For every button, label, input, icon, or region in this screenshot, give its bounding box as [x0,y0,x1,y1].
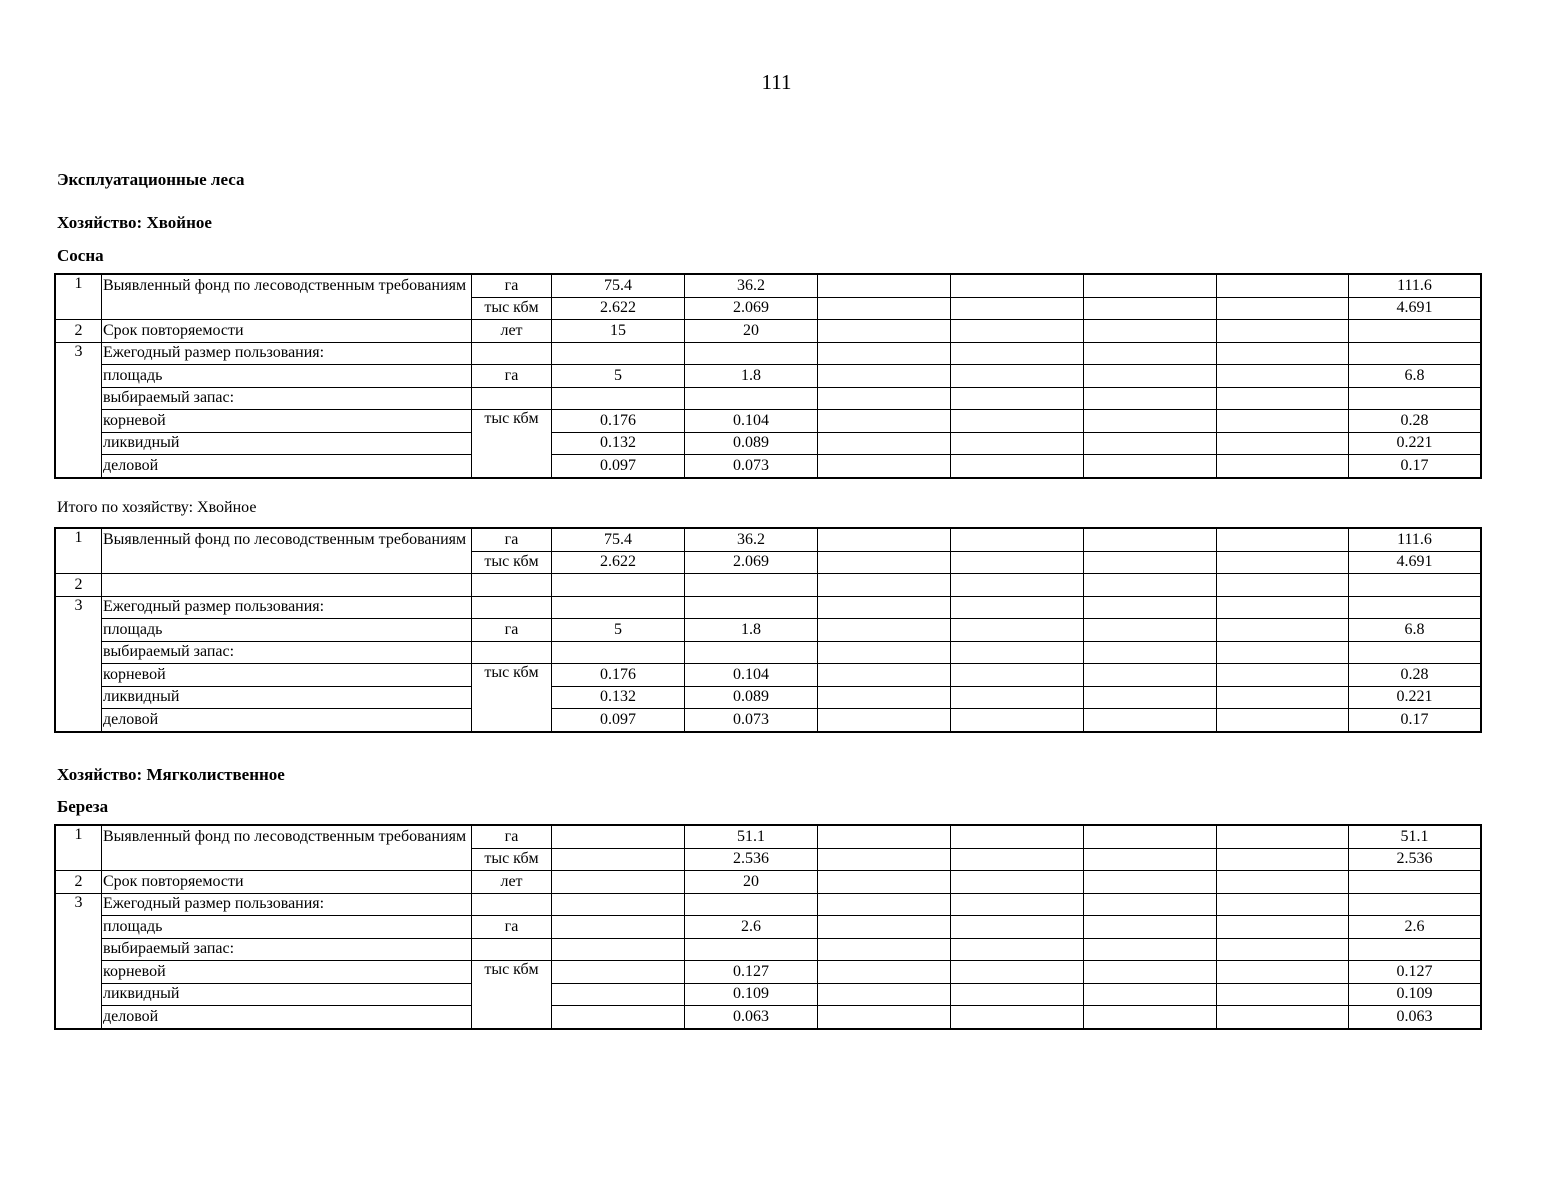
unit-cell [472,574,552,597]
value-cell [818,961,951,984]
value-cell: 0.104 [685,410,818,433]
value-cell [818,893,951,916]
value-cell [818,938,951,961]
value-cell [552,596,685,619]
unit-cell [472,641,552,664]
value-cell [1349,596,1481,619]
value-cell: 6.8 [1349,619,1481,642]
value-cell [1349,871,1481,894]
value-cell [1217,709,1349,732]
unit-cell: га [472,529,552,552]
value-cell [1084,848,1217,871]
value-cell [951,529,1084,552]
value-cell [1217,275,1349,298]
value-cell: 36.2 [685,275,818,298]
value-cell [951,664,1084,687]
value-cell [951,916,1084,939]
annual-label: Ежегодный размер пользования: [102,342,472,365]
value-cell [1084,983,1217,1006]
value-cell: 4.691 [1349,551,1481,574]
value-cell: 5 [552,619,685,642]
value-cell: 2.6 [685,916,818,939]
value-cell [685,574,818,597]
value-cell [1217,893,1349,916]
value-cell [951,893,1084,916]
value-cell [818,529,951,552]
value-cell [552,342,685,365]
value-cell: 2.622 [552,297,685,320]
value-cell [685,596,818,619]
value-cell [1217,455,1349,478]
value-cell [1217,916,1349,939]
value-cell [951,709,1084,732]
value-cell: 0.104 [685,664,818,687]
value-cell [818,275,951,298]
table-row [56,574,1481,597]
value-cell [1084,893,1217,916]
value-cell [1217,686,1349,709]
table-row [56,893,1481,916]
area-label: площадь [102,916,472,939]
value-cell: 0.28 [1349,410,1481,433]
value-cell: 0.176 [552,664,685,687]
total-conifer-label: Итого по хозяйству: Хвойное [57,499,257,516]
root-label: корневой [102,664,472,687]
row-number: 3 [56,596,102,731]
forest-type-heading: Эксплуатационные леса [57,170,245,189]
value-cell [818,686,951,709]
value-cell: 0.109 [685,983,818,1006]
value-cell [1084,320,1217,343]
value-cell: 111.6 [1349,275,1481,298]
value-cell [818,410,951,433]
value-cell [1084,297,1217,320]
value-cell [1217,848,1349,871]
unit-cell [472,938,552,961]
value-cell [552,983,685,1006]
value-cell: 51.1 [685,826,818,849]
unit-cell: тыс кбм [472,848,552,871]
value-cell [818,387,951,410]
value-cell [818,641,951,664]
value-cell [818,455,951,478]
value-cell: 75.4 [552,275,685,298]
root-label: корневой [102,410,472,433]
value-cell [951,455,1084,478]
value-cell [818,664,951,687]
value-cell: 0.132 [552,686,685,709]
value-cell [1084,664,1217,687]
value-cell [1084,826,1217,849]
unit-cell: лет [472,871,552,894]
value-cell [951,365,1084,388]
value-cell [1084,410,1217,433]
value-cell [1217,596,1349,619]
value-cell [552,961,685,984]
value-cell: 20 [685,871,818,894]
stock-label: выбираемый запас: [102,641,472,664]
value-cell [951,938,1084,961]
value-cell [951,432,1084,455]
value-cell [818,365,951,388]
value-cell [685,938,818,961]
value-cell [951,410,1084,433]
fund-label: Выявленный фонд по лесоводственным требованиям [102,826,472,871]
unit-cell: тыс кбм [472,410,552,478]
value-cell [1217,664,1349,687]
value-cell [818,1006,951,1029]
value-cell [1084,455,1217,478]
value-cell [1217,961,1349,984]
row-number: 2 [56,871,102,894]
value-cell: 0.109 [1349,983,1481,1006]
value-cell [818,983,951,1006]
value-cell: 75.4 [552,529,685,552]
value-cell [1349,893,1481,916]
value-cell [818,871,951,894]
empty-label [102,574,472,597]
value-cell [951,551,1084,574]
value-cell: 6.8 [1349,365,1481,388]
value-cell [552,938,685,961]
annual-label: Ежегодный размер пользования: [102,893,472,916]
value-cell [951,596,1084,619]
value-cell [1217,938,1349,961]
table-row [56,826,1481,849]
value-cell: 2.6 [1349,916,1481,939]
value-cell: 36.2 [685,529,818,552]
value-cell [818,596,951,619]
table-row [56,686,1481,709]
value-cell: 0.221 [1349,432,1481,455]
unit-cell: тыс кбм [472,961,552,1029]
value-cell [1217,1006,1349,1029]
birch-table [55,825,1481,1029]
table-row [56,916,1481,939]
value-cell [951,320,1084,343]
row-number: 2 [56,320,102,343]
value-cell [951,848,1084,871]
value-cell: 5 [552,365,685,388]
value-cell [1217,871,1349,894]
unit-cell [472,893,552,916]
species-birch-heading: Береза [57,797,109,816]
annual-label: Ежегодный размер пользования: [102,596,472,619]
value-cell [552,916,685,939]
value-cell [1217,551,1349,574]
value-cell [1349,574,1481,597]
value-cell [1084,551,1217,574]
value-cell: 0.132 [552,432,685,455]
table-row [56,455,1481,478]
value-cell [818,848,951,871]
row-number: 1 [56,529,102,574]
table-row [56,387,1481,410]
value-cell: 0.127 [1349,961,1481,984]
value-cell: 0.063 [1349,1006,1481,1029]
value-cell [552,1006,685,1029]
fund-label: Выявленный фонд по лесоводственным требованиям [102,275,472,320]
value-cell [685,342,818,365]
value-cell [1084,871,1217,894]
value-cell: 1.8 [685,365,818,388]
value-cell [951,574,1084,597]
row-number: 1 [56,826,102,871]
value-cell: 2.536 [685,848,818,871]
value-cell [818,709,951,732]
value-cell [951,1006,1084,1029]
value-cell [1084,342,1217,365]
unit-cell: тыс кбм [472,551,552,574]
value-cell [1217,432,1349,455]
value-cell: 2.069 [685,297,818,320]
pine-table [55,274,1481,478]
value-cell [951,961,1084,984]
value-cell [1217,983,1349,1006]
value-cell: 0.176 [552,410,685,433]
table-row [56,320,1481,343]
unit-cell: лет [472,320,552,343]
value-cell [1084,709,1217,732]
root-label: корневой [102,961,472,984]
farm-softwood-heading: Хозяйство: Мягколиственное [57,765,285,784]
value-cell [818,320,951,343]
value-cell: 2.069 [685,551,818,574]
value-cell [1084,574,1217,597]
unit-cell: га [472,619,552,642]
value-cell [1084,529,1217,552]
table-row [56,529,1481,552]
value-cell [1084,686,1217,709]
value-cell [1217,297,1349,320]
value-cell: 0.073 [685,455,818,478]
value-cell [1084,641,1217,664]
area-label: площадь [102,619,472,642]
business-label: деловой [102,455,472,478]
value-cell: 0.17 [1349,455,1481,478]
stock-label: выбираемый запас: [102,387,472,410]
liquid-label: ликвидный [102,432,472,455]
value-cell [951,983,1084,1006]
table-row [56,596,1481,619]
row-number: 1 [56,275,102,320]
unit-cell: га [472,365,552,388]
table-row [56,983,1481,1006]
value-cell [552,848,685,871]
business-label: деловой [102,709,472,732]
value-cell [1084,365,1217,388]
value-cell [552,826,685,849]
value-cell [1084,275,1217,298]
value-cell [1084,961,1217,984]
value-cell [1349,387,1481,410]
value-cell: 4.691 [1349,297,1481,320]
row-number: 3 [56,342,102,477]
value-cell [1084,938,1217,961]
value-cell: 0.127 [685,961,818,984]
fund-label: Выявленный фонд по лесоводственным требованиям [102,529,472,574]
value-cell [1217,826,1349,849]
table-row [56,938,1481,961]
value-cell: 0.097 [552,455,685,478]
value-cell: 2.622 [552,551,685,574]
value-cell: 0.221 [1349,686,1481,709]
row-number: 3 [56,893,102,1028]
conifer-total-table [55,528,1481,732]
table-row [56,709,1481,732]
value-cell: 0.097 [552,709,685,732]
table-row [56,1006,1481,1029]
value-cell [1217,574,1349,597]
table-row [56,961,1481,984]
value-cell: 0.073 [685,709,818,732]
value-cell [818,916,951,939]
value-cell [951,641,1084,664]
value-cell [1349,342,1481,365]
farm-conifer-heading: Хозяйство: Хвойное [57,213,212,232]
unit-cell: тыс кбм [472,664,552,732]
unit-cell [472,596,552,619]
value-cell [1217,641,1349,664]
value-cell [818,342,951,365]
liquid-label: ликвидный [102,983,472,1006]
value-cell [1084,387,1217,410]
value-cell: 15 [552,320,685,343]
row-number: 2 [56,574,102,597]
value-cell [1084,596,1217,619]
area-label: площадь [102,365,472,388]
business-label: деловой [102,1006,472,1029]
table-row [56,432,1481,455]
value-cell: 0.28 [1349,664,1481,687]
value-cell [951,275,1084,298]
value-cell [552,574,685,597]
unit-cell: га [472,275,552,298]
value-cell [1217,342,1349,365]
table-row [56,641,1481,664]
value-cell [1217,387,1349,410]
value-cell [552,893,685,916]
value-cell [951,619,1084,642]
unit-cell: га [472,916,552,939]
unit-cell [472,342,552,365]
value-cell [1349,938,1481,961]
table-row [56,619,1481,642]
table-row [56,664,1481,687]
value-cell [1349,320,1481,343]
value-cell: 2.536 [1349,848,1481,871]
value-cell [818,574,951,597]
species-pine-heading: Сосна [57,246,104,265]
period-label: Срок повторяемости [102,320,472,343]
value-cell: 1.8 [685,619,818,642]
value-cell: 0.089 [685,686,818,709]
table-row [56,365,1481,388]
value-cell [1217,410,1349,433]
value-cell [1084,1006,1217,1029]
table-row [56,342,1481,365]
unit-cell [472,387,552,410]
value-cell [951,342,1084,365]
value-cell [1084,916,1217,939]
value-cell [951,297,1084,320]
value-cell: 0.063 [685,1006,818,1029]
value-cell [951,871,1084,894]
value-cell: 20 [685,320,818,343]
value-cell [1084,619,1217,642]
table-row [56,871,1481,894]
value-cell [818,297,951,320]
value-cell [1217,320,1349,343]
value-cell [1217,529,1349,552]
value-cell [818,432,951,455]
value-cell [552,387,685,410]
value-cell [951,387,1084,410]
unit-cell: тыс кбм [472,297,552,320]
value-cell [685,893,818,916]
value-cell [1217,619,1349,642]
value-cell [818,551,951,574]
table-row [56,275,1481,298]
value-cell [552,871,685,894]
liquid-label: ликвидный [102,686,472,709]
unit-cell: га [472,826,552,849]
page-number: 111 [761,70,792,94]
value-cell [818,826,951,849]
value-cell [951,826,1084,849]
value-cell: 0.17 [1349,709,1481,732]
value-cell [685,641,818,664]
value-cell [951,686,1084,709]
value-cell: 51.1 [1349,826,1481,849]
value-cell [552,641,685,664]
table-row [56,410,1481,433]
value-cell [818,619,951,642]
value-cell [685,387,818,410]
value-cell [1217,365,1349,388]
period-label: Срок повторяемости [102,871,472,894]
value-cell: 0.089 [685,432,818,455]
value-cell [1349,641,1481,664]
stock-label: выбираемый запас: [102,938,472,961]
value-cell: 111.6 [1349,529,1481,552]
value-cell [1084,432,1217,455]
